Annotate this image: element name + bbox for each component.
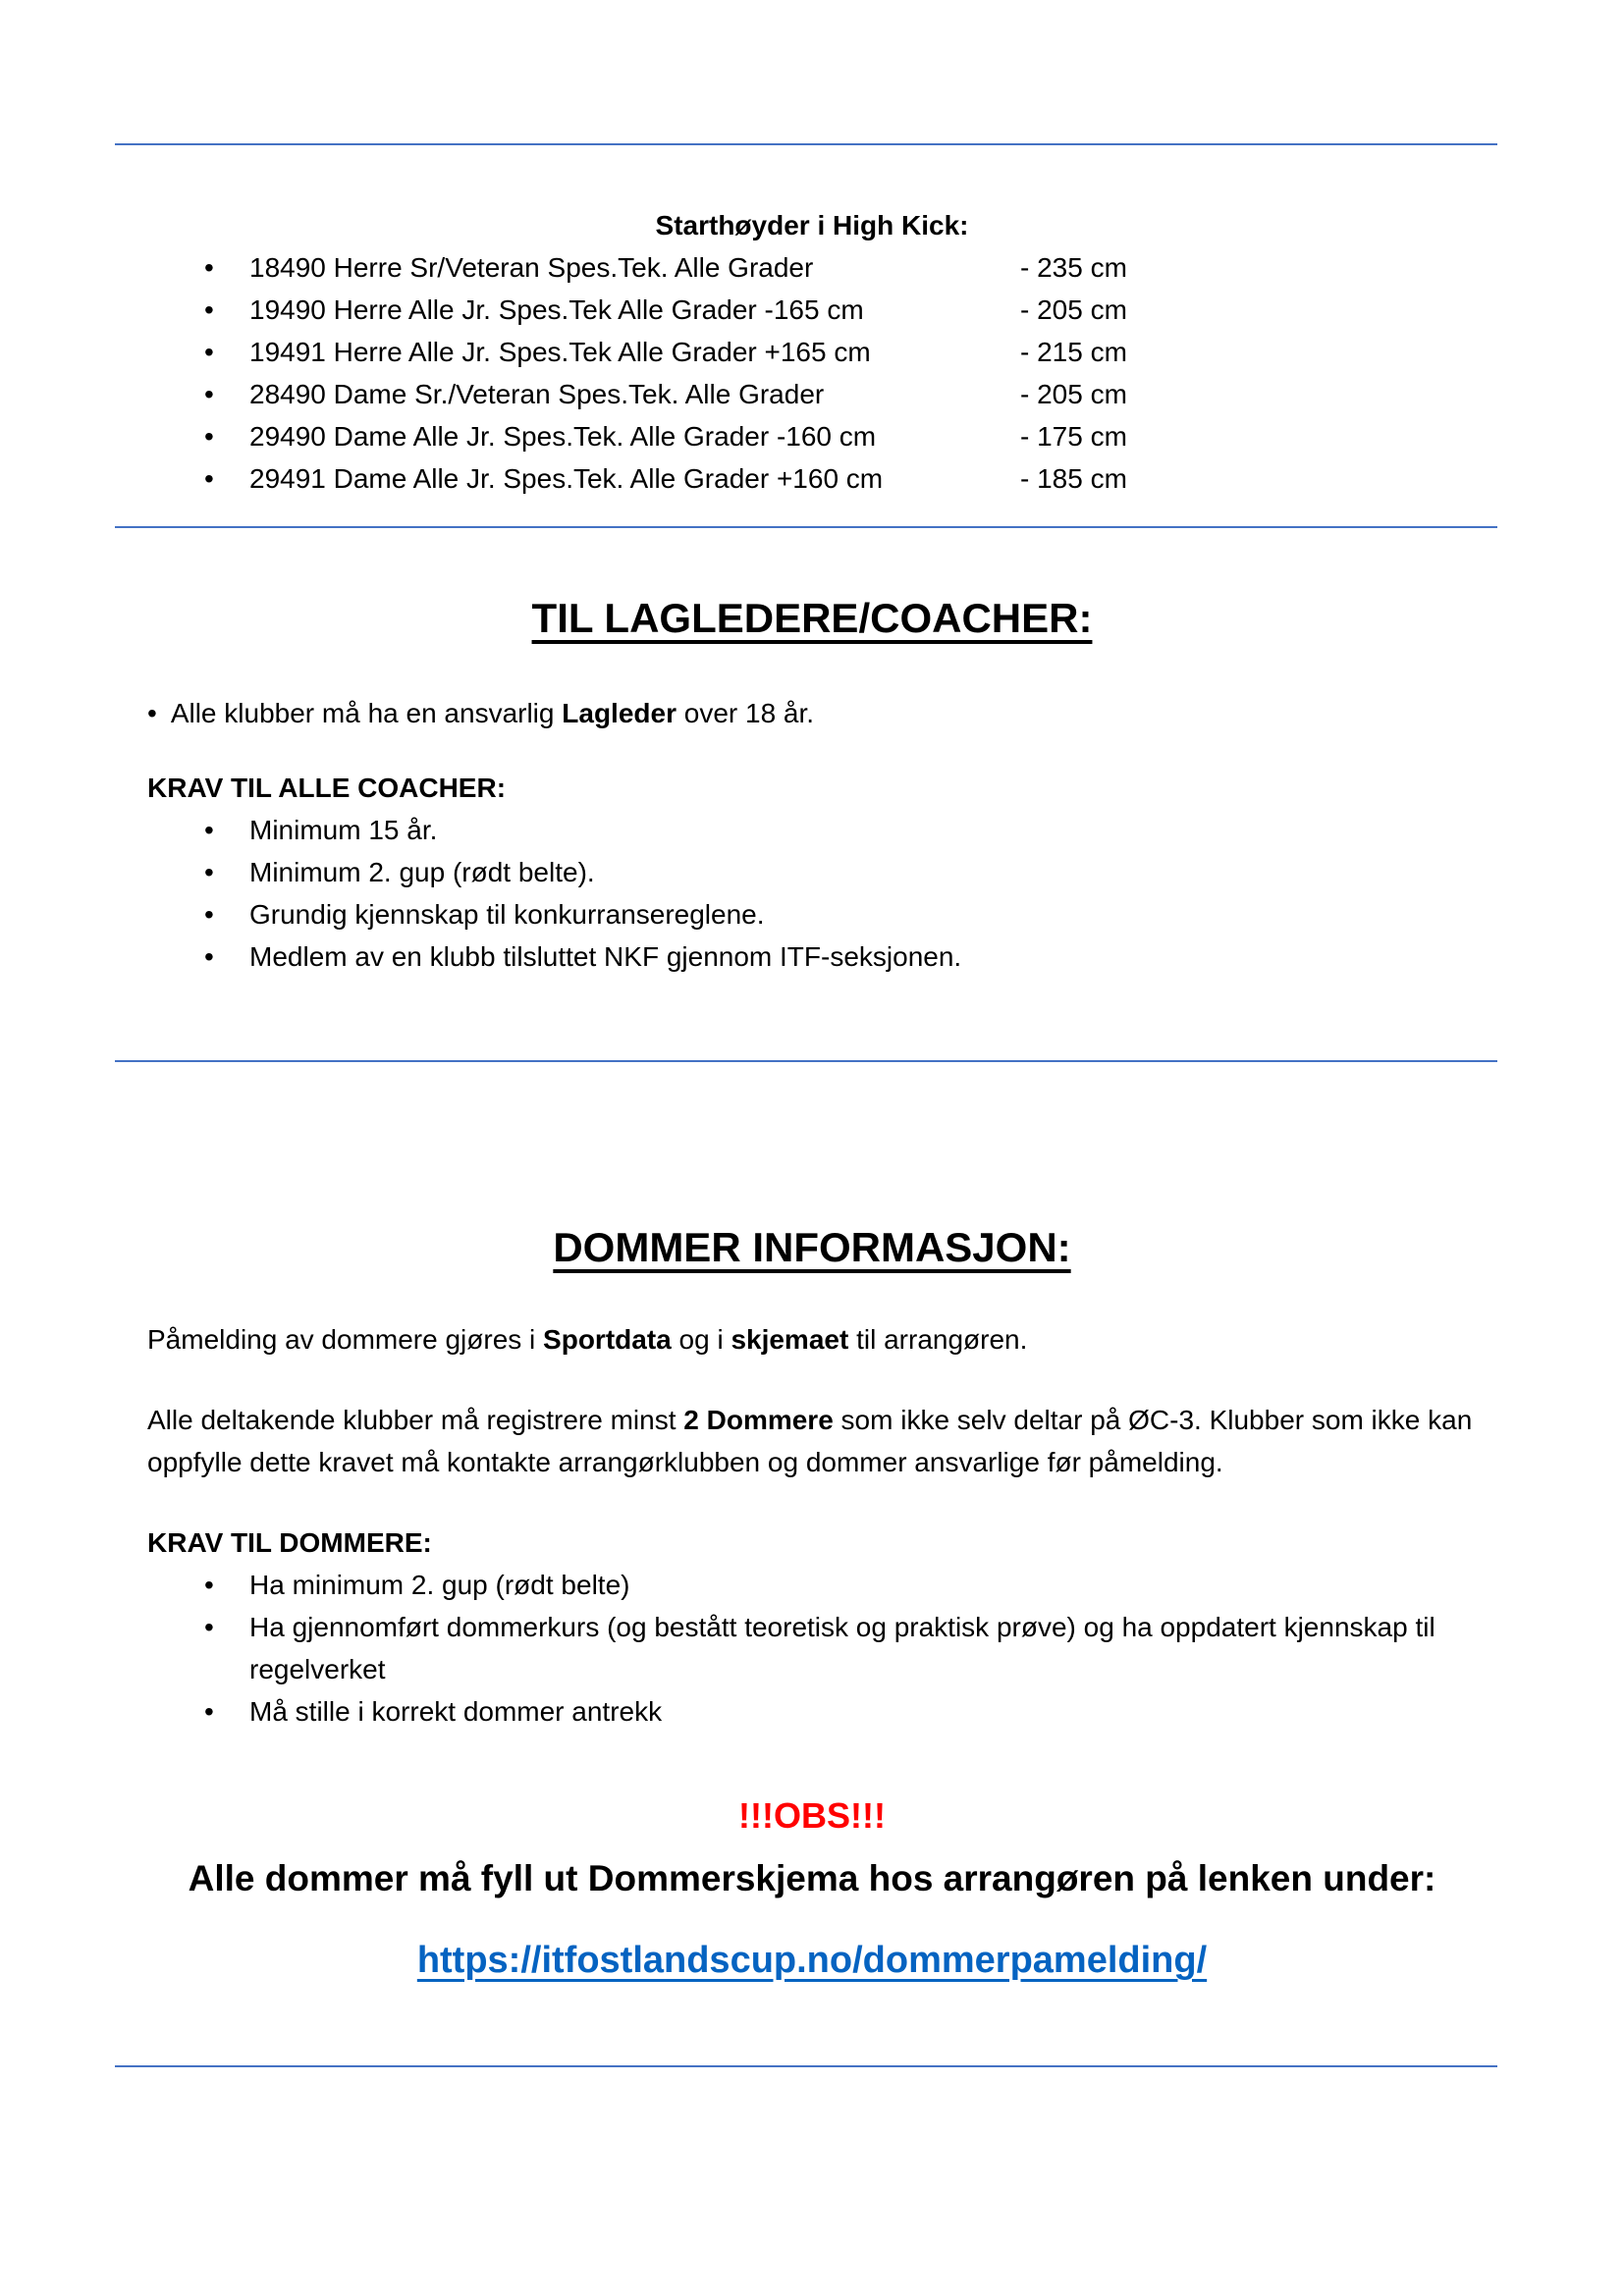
bullet-item-text: Minimum 15 år.	[249, 815, 438, 845]
high-kick-row	[204, 373, 1506, 415]
coach-requirement-row	[204, 809, 1488, 851]
dommer-registration-link[interactable]: https://itfostlandscup.no/dommerpamelding/	[416, 1940, 1208, 1981]
high-kick-section	[0, 204, 1624, 500]
high-kick-row	[204, 246, 1506, 289]
event-label: 29491 Dame Alle Jr. Spes.Tek. Alle Grader +160 cm	[249, 463, 884, 494]
intro-bold-text: Lagleder	[562, 698, 677, 728]
dommer-heading: DOMMER INFORMASJON:	[553, 1224, 1071, 1270]
p1-bold-skjemaet: skjemaet	[731, 1324, 849, 1355]
high-kick-row	[204, 331, 1506, 373]
high-kick-title: Starthøyder i High Kick:	[655, 210, 969, 240]
bullet-item-text: Grundig kjennskap til konkurransereglene.	[249, 899, 765, 930]
bullet-icon: •	[204, 252, 214, 283]
bullet-icon: •	[204, 294, 214, 325]
p2-bold-dommere: 2 Dommere	[683, 1405, 834, 1435]
p1-text: til arrangøren.	[848, 1324, 1028, 1355]
start-height-value: - 205 cm	[1020, 379, 1127, 409]
bullet-icon: •	[204, 1570, 214, 1600]
event-label: 19491 Herre Alle Jr. Spes.Tek Alle Grader +165 cm	[249, 337, 871, 367]
p2-text: Alle deltakende klubber må registrere minst	[147, 1405, 684, 1435]
coach-requirement-row	[204, 893, 1488, 935]
bullet-icon: •	[204, 421, 214, 452]
bullet-icon: •	[147, 698, 157, 728]
high-kick-row	[204, 289, 1506, 331]
dommer-requirements-list	[0, 1564, 1624, 1733]
lagledere-intro	[147, 692, 1488, 734]
dommer-requirement-row	[204, 1606, 1488, 1690]
section-divider	[115, 1060, 1497, 1062]
link-line	[0, 1936, 1624, 1985]
lagledere-heading: TIL LAGLEDERE/COACHER:	[531, 595, 1093, 641]
coach-requirements-list	[0, 809, 1624, 978]
bullet-item-text: Må stille i korrekt dommer antrekk	[249, 1696, 663, 1727]
dommer-requirement-row	[204, 1564, 1488, 1606]
dommer-requirements-title: KRAV TIL DOMMERE:	[147, 1527, 432, 1558]
intro-text: over 18 år.	[676, 698, 815, 728]
bullet-icon: •	[204, 857, 214, 887]
dommer-section	[0, 1220, 1624, 1985]
bullet-item-text: Medlem av en klubb tilsluttet NKF gjennom ITF-seksjonen.	[249, 941, 962, 972]
dommer-paragraph-1	[147, 1318, 1488, 1361]
p1-bold-sportdata: Sportdata	[543, 1324, 672, 1355]
high-kick-row	[204, 415, 1506, 457]
p2-text: som ikke selv deltar på ØC-3. Klubber som ikke kan oppfylle dette kravet må kontakte arrangørklubben og dommer ansvarlige før påmelding.	[147, 1405, 1473, 1477]
section-divider	[115, 526, 1497, 528]
start-height-value: - 185 cm	[1020, 463, 1127, 494]
intro-text: Alle klubber må ha en ansvarlig	[170, 698, 563, 728]
dommer-form-instruction: Alle dommer må fyll ut Dommerskjema hos arrangøren på lenken under:	[188, 1858, 1436, 1898]
obs-warning: !!!OBS!!!	[738, 1795, 886, 1836]
bullet-icon: •	[204, 379, 214, 409]
p1-text: Påmelding av dommere gjøres i	[147, 1324, 544, 1355]
high-kick-row	[204, 457, 1506, 500]
bullet-icon: •	[204, 1612, 214, 1642]
start-height-value: - 205 cm	[1020, 294, 1127, 325]
coach-requirement-row	[204, 851, 1488, 893]
event-label: 18490 Herre Sr/Veteran Spes.Tek. Alle Grader	[249, 252, 814, 283]
bullet-icon: •	[204, 337, 214, 367]
event-label: 28490 Dame Sr./Veteran Spes.Tek. Alle Grader	[249, 379, 825, 409]
bullet-item-text: Ha gjennomført dommerkurs (og bestått teoretisk og praktisk prøve) og ha oppdatert kjennskap til regelverket	[249, 1612, 1435, 1684]
event-label: 19490 Herre Alle Jr. Spes.Tek Alle Grader -165 cm	[249, 294, 864, 325]
start-height-value: - 235 cm	[1020, 252, 1127, 283]
bullet-item-text: Ha minimum 2. gup (rødt belte)	[249, 1570, 630, 1600]
section-divider-top	[115, 143, 1497, 145]
bullet-icon: •	[204, 815, 214, 845]
bullet-icon: •	[204, 899, 214, 930]
event-label: 29490 Dame Alle Jr. Spes.Tek. Alle Grader -160 cm	[249, 421, 877, 452]
section-divider-bottom	[115, 2065, 1497, 2067]
bullet-item-text: Minimum 2. gup (rødt belte).	[249, 857, 595, 887]
start-height-value: - 175 cm	[1020, 421, 1127, 452]
dommer-requirement-row	[204, 1690, 1488, 1733]
dommer-paragraph-2	[147, 1399, 1488, 1483]
bullet-icon: •	[204, 1696, 214, 1727]
bullet-icon: •	[204, 463, 214, 494]
coach-requirements-title: KRAV TIL ALLE COACHER:	[147, 773, 507, 803]
bullet-icon: •	[204, 941, 214, 972]
high-kick-list	[0, 246, 1624, 500]
lagledere-section	[0, 591, 1624, 978]
start-height-value: - 215 cm	[1020, 337, 1127, 367]
p1-text: og i	[671, 1324, 731, 1355]
coach-requirement-row	[204, 935, 1488, 978]
